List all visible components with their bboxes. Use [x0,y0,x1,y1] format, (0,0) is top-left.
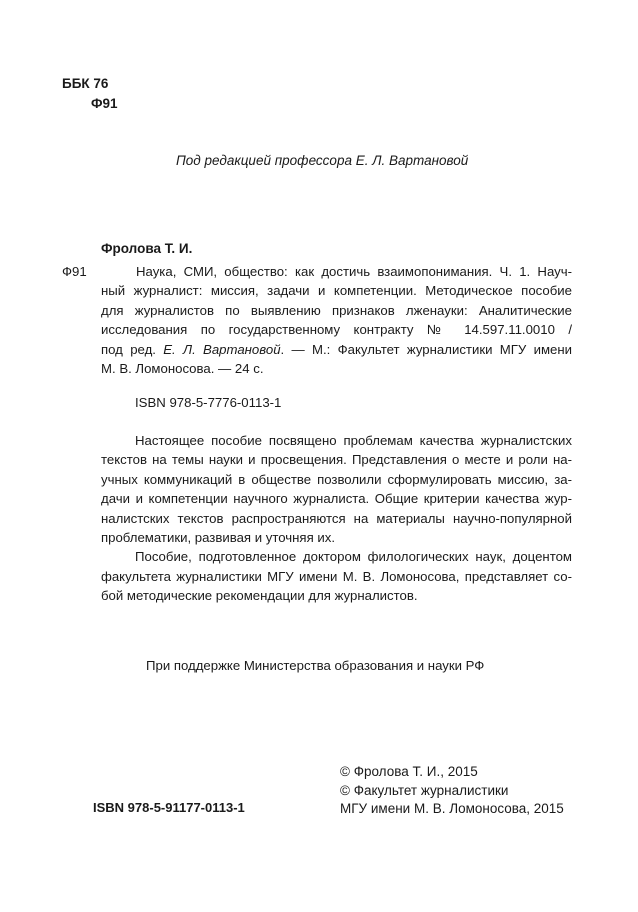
bbk-code: ББК 76 [62,76,109,91]
abstract-p1-line-6: проблематики, развивая и уточняя их. [101,530,335,546]
record-mark: Ф91 [62,264,87,279]
copyright-line-1: © Фролова Т. И., 2015 [340,764,478,779]
abstract-p2-line-1: Пособие, подготовленное доктором филологических наук, доцентом [135,549,572,565]
abstract-p1-line-4: дачи и компетенции научного журналиста. Общие критерии качества жур- [101,491,572,507]
editor-note: Под редакцией профессора Е. Л. Вартановой [176,153,469,168]
footer-isbn: ISBN 978-5-91177-0113-1 [93,800,245,815]
support-note: При поддержке Министерства образования и науки РФ [146,658,485,673]
abstract-p2-line-3: бой методические рекомендации для журналистов. [101,588,418,604]
abstract-p2-line-2: факультета журналистики МГУ имени М. В. Ломоносова, представляет со- [101,568,572,584]
record-isbn: ISBN 978-5-7776-0113-1 [135,395,282,410]
copyright-line-2: © Факультет журналистики [340,782,509,798]
record-line-1: Наука, СМИ, общество: как достичь взаимопонимания. Ч. 1. Науч- [136,264,572,279]
abstract-p1-line-1: Настоящее пособие посвящено проблемам качества журналистских [135,433,572,448]
record-line-2: ный журналист: миссия, задачи и компетенции. Методическое пособие [101,283,572,299]
record-line-4: исследования по государственному контракту № 14.597.11.0010 / [101,322,572,338]
abstract-p1-line-2: текстов на темы науки и просвещения. Представления о месте и роли на- [101,452,572,468]
copyright-line-3: МГУ имени М. В. Ломоносова, 2015 [340,801,564,816]
copyright-block [340,763,564,819]
abstract [101,431,572,606]
record-description [101,262,572,378]
record-line-5 [101,340,572,359]
record-line-5-suffix: . — М.: Факультет журналистики МГУ имени [280,341,572,357]
record-editor-name: Е. Л. Вартановой [163,341,281,357]
record-line-3: для журналистов по выявлению признаков лженауки: Аналитические [101,302,572,318]
record-line-5-prefix: под ред. [101,341,164,357]
record-author: Фролова Т. И. [101,241,193,256]
abstract-p1-line-5: налистских текстов распространяются на материалы научно-популярной [101,510,572,526]
abstract-p1-line-3: учных коммуникаций в обществе позволили сформулировать миссию, за- [101,471,572,487]
record-line-6: М. В. Ломоносова. — 24 с. [101,361,264,377]
bbk-author-mark: Ф91 [91,96,118,111]
